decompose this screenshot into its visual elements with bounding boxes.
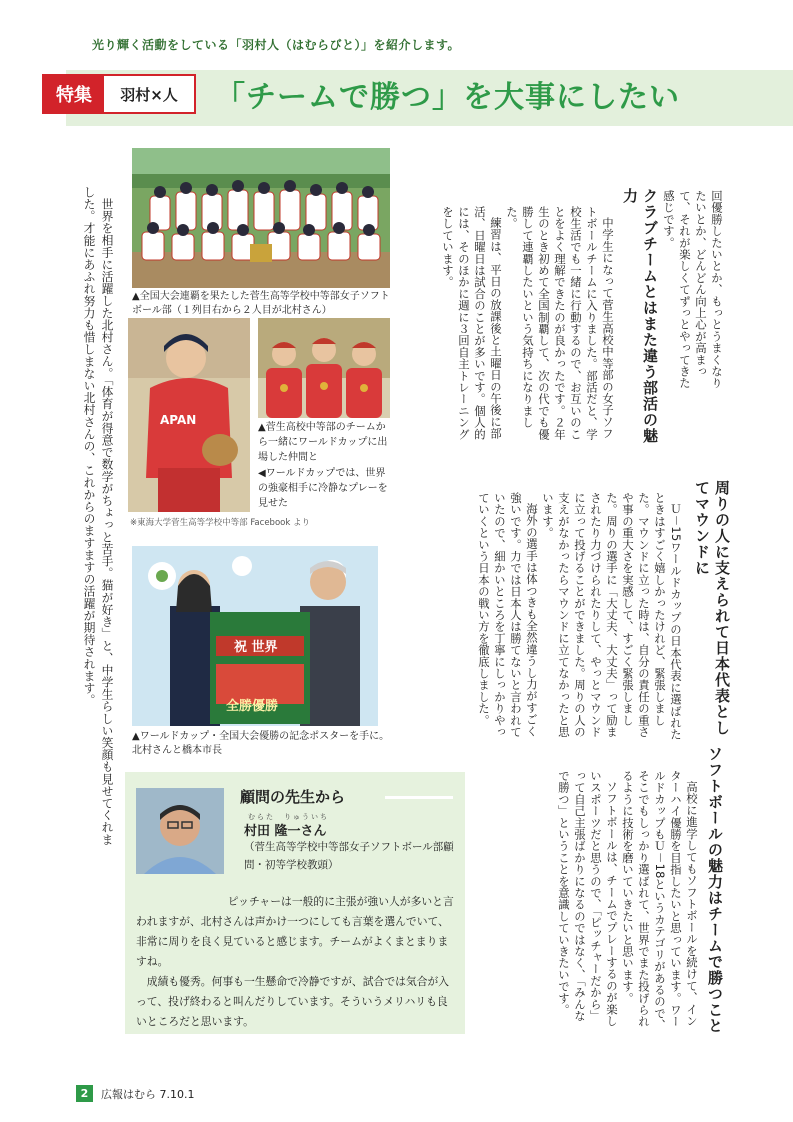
section3-paragraph: ソフトボールは、チームでプレーするのが楽しいスポーツだと思うので、「ピッチャーだから」って自己主張ばかりになるのではなく、「みんなで勝つ」ということを意識していきたいです。: [557, 770, 619, 1028]
section3-heading: ソフトボールの魅力はチームで勝つこと: [705, 746, 725, 1046]
publication-name: 広報はむら 7.10.1: [101, 1087, 195, 1101]
footer: [76, 1085, 194, 1102]
section2-paragraph: 海外の選手は体つきも全然違うし力がすごく強いです。力では日本人は勝てないと言われていたので、細かいところを丁寧にしっかりやっていくという日本の戦い方を徹底しました。: [477, 492, 539, 738]
closing-paragraph: 世界を相手に活躍した北村さん。「体育が得意で数学がちょっと苦手。猫が好き」と、中学生らしい笑顔も見せてくれました。才能にあふれ努力も惜しまない北村さんの、これからのますますの活躍が期待されます。: [82, 186, 114, 846]
poster-sign-top: 祝 世界: [234, 640, 278, 655]
poster-photo-image: [132, 546, 378, 726]
photo-credit: ※東海大学菅生高等学校中等部 Facebook より: [130, 518, 310, 528]
advisor-paragraph: 成績も優秀。何事も一生懸命で冷静ですが、試合では気合が入って、投げ終わると叫んだりしています。そういうメリハリも良いところだと思います。: [136, 975, 450, 1028]
section1-body: [420, 206, 616, 448]
poster-sign-bottom: 全勝優勝: [226, 699, 279, 714]
intro-text: [662, 190, 725, 398]
team-photo-image: [132, 148, 390, 288]
advisor-photo: [136, 788, 224, 874]
poster-caption: ▲ワールドカップ・全国大会優勝の記念ポスターを手に。北村さんと橋本市長: [132, 731, 390, 756]
pitcher-caption: ◀ワールドカップでは、世界の強豪相手に冷静なプレーを見せた: [258, 468, 388, 509]
feature-tag-sub: 羽村×人: [120, 85, 178, 104]
section1-paragraph: 練習は、平日の放課後と土曜日の午後に部活、日曜日は試合のことが多いです。個人的には、そのほかに週に３回自主トレーニングをしています。: [441, 206, 503, 440]
advisor-paragraph: ピッチャーは一般的に主張が強い人が多いと言われますが、北村さんは声かけ一つにしても言葉を選んでいて、非常に周りを良く見ていると感じます。チームがよくまとまりますね。: [136, 895, 454, 968]
section1-heading: クラブチームとはまた違う部活の魅力: [620, 188, 660, 458]
trio-caption: ▲菅生高校中等部のチームから一緒にワールドカップに出場した仲間と: [258, 422, 388, 463]
advisor-name: 村田 隆一さん: [244, 824, 327, 839]
feature-tag-main: 特集: [44, 76, 104, 112]
advisor-affiliation: （菅生高等学校中等部女子ソフトボール部顧問・初等学校教頭）: [244, 841, 454, 871]
advisor-title: 顧問の先生から: [240, 788, 346, 806]
feature-tag: [42, 74, 196, 114]
section3-body: [502, 770, 700, 1032]
trio-photo: [258, 318, 390, 418]
poster-photo: [132, 546, 378, 726]
pitcher-photo: [128, 318, 250, 512]
advisor-name-ruby: むらた りゅういち: [248, 813, 329, 821]
svg-text:APAN: APAN: [160, 413, 197, 427]
team-caption: ▲全国大会連覇を果たした菅生高等学校中等部女子ソフトボール部（１列目右から２人目が北村さん）: [132, 291, 390, 316]
advisor-comment: [136, 892, 458, 1032]
intro-paragraph: 回優勝したいとか、もっとうまくなりたいとか、どんどん向上心が高まって、それが楽しくてずっとやってきた感じです。: [662, 190, 724, 389]
section2-body: [422, 492, 684, 744]
page-number: 2: [76, 1085, 93, 1102]
section2-heading: 周りの人に支えられて日本代表としてマウンドに: [688, 480, 732, 750]
section3-paragraph: 高校に進学してもソフトボールを続けて、インターハイ優勝を目指したいと思っています。ワールドカップもＵ－18というカテゴリがあるので、そこでもしっかり選ばれて、世界でまた投げられるように技術を磨いていきたいと思います。: [621, 770, 699, 1031]
intro-line: 光り輝く活動をしている「羽村人（はむらびと）」を紹介します。: [92, 38, 461, 52]
team-photo: [132, 148, 390, 288]
section1-paragraph: 中学生になって菅生高校中等部の女子ソフトボールチームに入りました。部活だと、学校生活でも一緒に行動するので、お互いのことをよく理解できたのが良かったです。２年生のとき初めて全国制覇して、次の代でも優勝して連覇したいという気持ちになりました。: [505, 206, 615, 440]
advisor-photo-image: [136, 788, 224, 874]
closing-text: [60, 186, 116, 846]
pitcher-photo-image: [128, 318, 250, 512]
trio-photo-image: [258, 318, 390, 418]
page-title: 「チームで勝つ」を大事にしたい: [215, 80, 680, 115]
advisor-title-rule: [385, 796, 453, 799]
section2-paragraph: Ｕ－15ワールドカップの日本代表に選ばれたときはすごく嬉しかったけれど、緊張しました。マウンドに立った時は、自分の責任の重さや事の重大さを実感して、すごく緊張しました。周りの選手に「大丈夫、大丈夫」って励まされたり力づけられたりして、やっとマウンドに立って投げることができました。周りの人の支えがなかったらマウンドに立てなかったと思います。: [541, 492, 683, 741]
